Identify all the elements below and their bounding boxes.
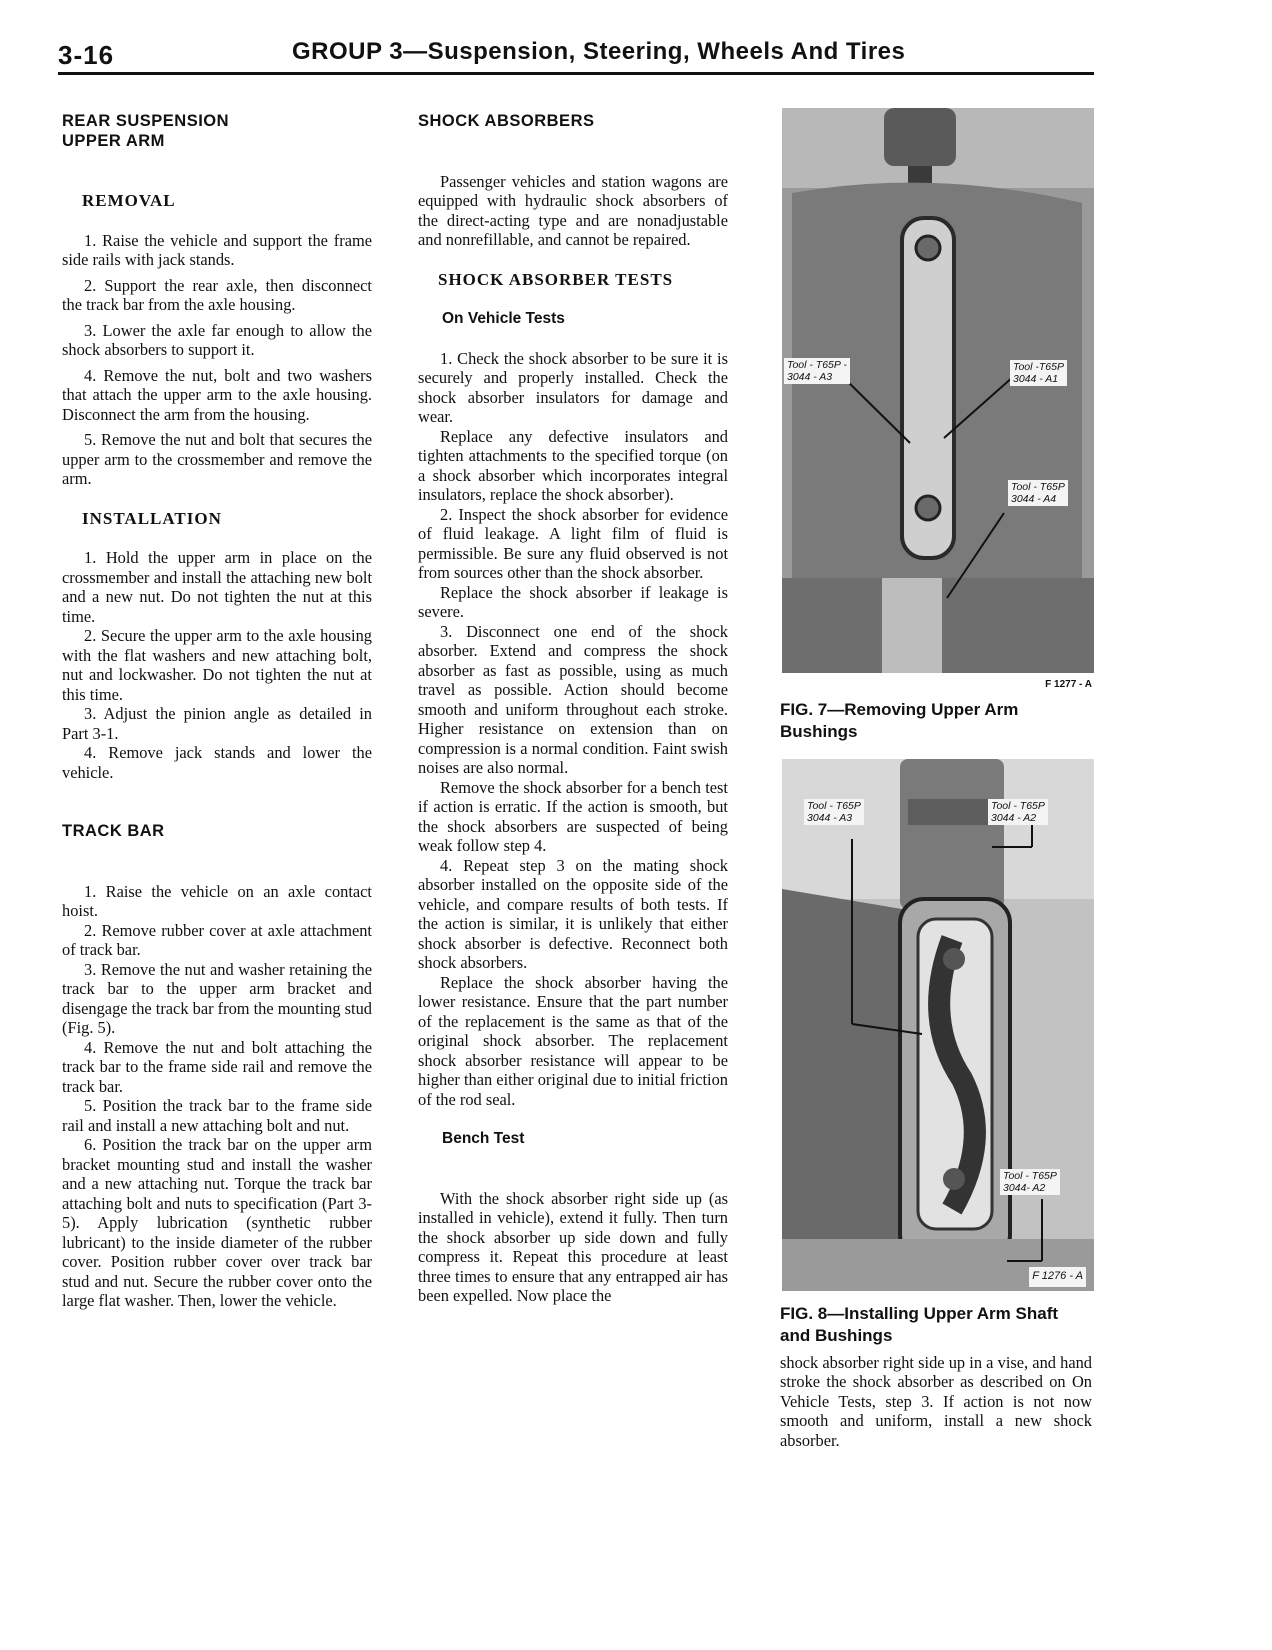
paragraph: Remove the shock absorber for a bench test if action is erratic. If the action is smooth, but the shock absorbers are suspected of being weak follow step 4. <box>418 777 728 855</box>
subsection-title-installation: INSTALLATION <box>82 508 222 528</box>
paragraph: 3. Lower the axle far enough to allow the shock absorbers to support it. <box>62 320 372 359</box>
tool-label-line: Tool - T65P - <box>787 359 847 371</box>
tool-label-a3 <box>804 799 864 825</box>
subsection-title-on-vehicle: On Vehicle Tests <box>442 310 565 327</box>
tool-label-a2-bottom <box>1000 1169 1060 1195</box>
paragraph: 2. Support the rear axle, then disconnect the track bar from the axle housing. <box>62 275 372 314</box>
paragraph: 4. Remove jack stands and lower the vehicle. <box>62 743 372 782</box>
caption-line: and Bushings <box>780 1325 893 1345</box>
header-rule <box>58 72 1094 75</box>
tool-label-a3 <box>784 358 850 384</box>
paragraph: 5. Position the track bar to the frame side rail and install a new attaching bolt and nut. <box>62 1096 372 1135</box>
paragraph: 5. Remove the nut and bolt that secures the upper arm to the crossmember and remove the arm. <box>62 430 372 488</box>
paragraph: 1. Check the shock absorber to be sure it is securely and properly installed. Check the shock absorber insulators for damage and wear. <box>418 348 728 426</box>
paragraph: Passenger vehicles and station wagons are equipped with hydraulic shock absorbers of the direct-acting type and are nonadjustable and nonrefillable, and cannot be repaired. <box>418 171 728 249</box>
subsection-title-shock-tests: SHOCK ABSORBER TESTS <box>438 269 674 289</box>
section-title-line: UPPER ARM <box>62 131 165 150</box>
figure-8-caption <box>780 1303 1092 1347</box>
paragraph: 2. Secure the upper arm to the axle housing with the flat washers and new attaching bolt, nut and lockwasher. Do not tighten the nut at this time. <box>62 626 372 704</box>
page-number: 3-16 <box>58 40 115 70</box>
paragraph: With the shock absorber right side up (as installed in vehicle), extend it fully. Then turn the shock absorber up side down and fully compress it. Repeat this procedure at least three times to ensure that any entrapped air has been expelled. Now place the <box>418 1188 728 1305</box>
tool-label-line: 3044 - A4 <box>1011 493 1057 505</box>
caption-line: Bushings <box>780 721 858 741</box>
tool-label-a1 <box>1010 360 1067 386</box>
tool-label-line: Tool - T65P <box>1011 481 1065 493</box>
paragraph: 4. Repeat step 3 on the mating shock absorber installed on the opposite side of the vehicle, and compare results of both tests. If the action is similar, it is unlikely that either shock absorber is defective. Reconnect both shock absorbers. <box>418 855 728 972</box>
paragraph: 3. Disconnect one end of the shock absorber. Extend and compress the shock absorber as fast as possible, using as much travel as possible. Action should become smooth and uniform throughout each stroke. Higher resistance on extension than on compression is a normal condition. Faint swish noises are also normal. <box>418 621 728 777</box>
paragraph: 6. Position the track bar on the upper arm bracket mounting stud and install the washer and a new attaching nut. Torque the track bar attaching bolt and nuts to specification (Part 3-5). Apply lubrication (synthetic rubber lubricant) to the inside diameter of the rubber cover. Position rubber cover over track bar stud and nut. Secure the rubber cover onto the large flat washer. Then, lower the vehicle. <box>62 1135 372 1310</box>
caption-line: FIG. 7—Removing Upper Arm <box>780 699 1019 719</box>
subsection-title-removal: REMOVAL <box>82 191 176 210</box>
section-title-line: REAR SUSPENSION <box>62 112 230 130</box>
paragraph: 3. Adjust the pinion angle as detailed in Part 3-1. <box>62 704 372 743</box>
tool-label-line: 3044 - A3 <box>787 371 833 383</box>
figure-7-code: F 1277 - A <box>1045 679 1092 690</box>
paragraph: 2. Inspect the shock absorber for evidence of fluid leakage. A light film of fluid is permissible. Be sure any fluid observed is not from sources other than the shock absorber. <box>418 504 728 582</box>
column-left <box>62 112 372 1311</box>
column-middle <box>418 112 728 1306</box>
tool-label-line: 3044- A2 <box>1003 1181 1046 1194</box>
paragraph: 1. Hold the upper arm in place on the crossmember and install the attaching new bolt and a new nut. Do not tighten the nut at this time. <box>62 548 372 626</box>
figure-8-photo <box>782 759 1094 1291</box>
paragraph: 1. Raise the vehicle on an axle contact hoist. <box>62 881 372 920</box>
paragraph: 1. Raise the vehicle and support the frame side rails with jack stands. <box>62 230 372 269</box>
tool-label-line: Tool - T65P <box>991 799 1045 812</box>
paragraph: Replace the shock absorber having the lower resistance. Ensure that the part number of the replacement is the same as that of the original shock absorber. The replacement shock absorber resistance will appear to be higher than either original due to initial friction of the rod seal. <box>418 972 728 1109</box>
section-title-rear-upper-arm <box>62 112 372 151</box>
tool-label-a2-top <box>988 799 1048 825</box>
paragraph: 2. Remove rubber cover at axle attachment of track bar. <box>62 920 372 959</box>
tool-label-line: Tool -T65P <box>1013 361 1064 373</box>
figure-7-caption <box>780 699 1092 743</box>
paragraph: 4. Remove the nut, bolt and two washers that attach the upper arm to the axle housing. Disconnect the arm from the housing. <box>62 365 372 424</box>
paragraph: 3. Remove the nut and washer retaining the track bar to the upper arm bracket and disengage the track bar from the mounting stud (Fig. 5). <box>62 959 372 1037</box>
paragraph: 4. Remove the nut and bolt attaching the track bar to the frame side rail and remove the track bar. <box>62 1037 372 1096</box>
tool-label-line: Tool - T65P <box>807 799 861 812</box>
paragraph: shock absorber right side up in a vise, and hand stroke the shock absorber as described on On Vehicle Tests, step 3. If action is not now smooth and uniform, install a new shock absorber. <box>780 1352 1092 1450</box>
subsection-title-bench-test: Bench Test <box>442 1130 525 1147</box>
tool-label-line: 3044 - A1 <box>1013 373 1059 385</box>
paragraph: Replace the shock absorber if leakage is severe. <box>418 582 728 621</box>
figure-8-code: F 1276 - A <box>1029 1267 1086 1287</box>
page-header-title: GROUP 3—Suspension, Steering, Wheels And Tires <box>292 38 906 65</box>
tool-label-a4 <box>1008 480 1068 506</box>
tool-label-line: Tool - T65P <box>1003 1169 1057 1182</box>
section-title-track-bar: TRACK BAR <box>62 822 165 840</box>
tool-label-line: 3044 - A3 <box>807 811 853 824</box>
tool-label-line: 3044 - A2 <box>991 811 1037 824</box>
paragraph: Replace any defective insulators and tighten attachments to the specified torque (on a shock absorber which incorporates integral insulators, replace the shock absorber). <box>418 426 728 504</box>
column-right <box>780 108 1092 1450</box>
section-title-shock-absorbers: SHOCK ABSORBERS <box>418 112 595 130</box>
figure-7-photo <box>782 108 1094 673</box>
caption-line: FIG. 8—Installing Upper Arm Shaft <box>780 1303 1059 1323</box>
